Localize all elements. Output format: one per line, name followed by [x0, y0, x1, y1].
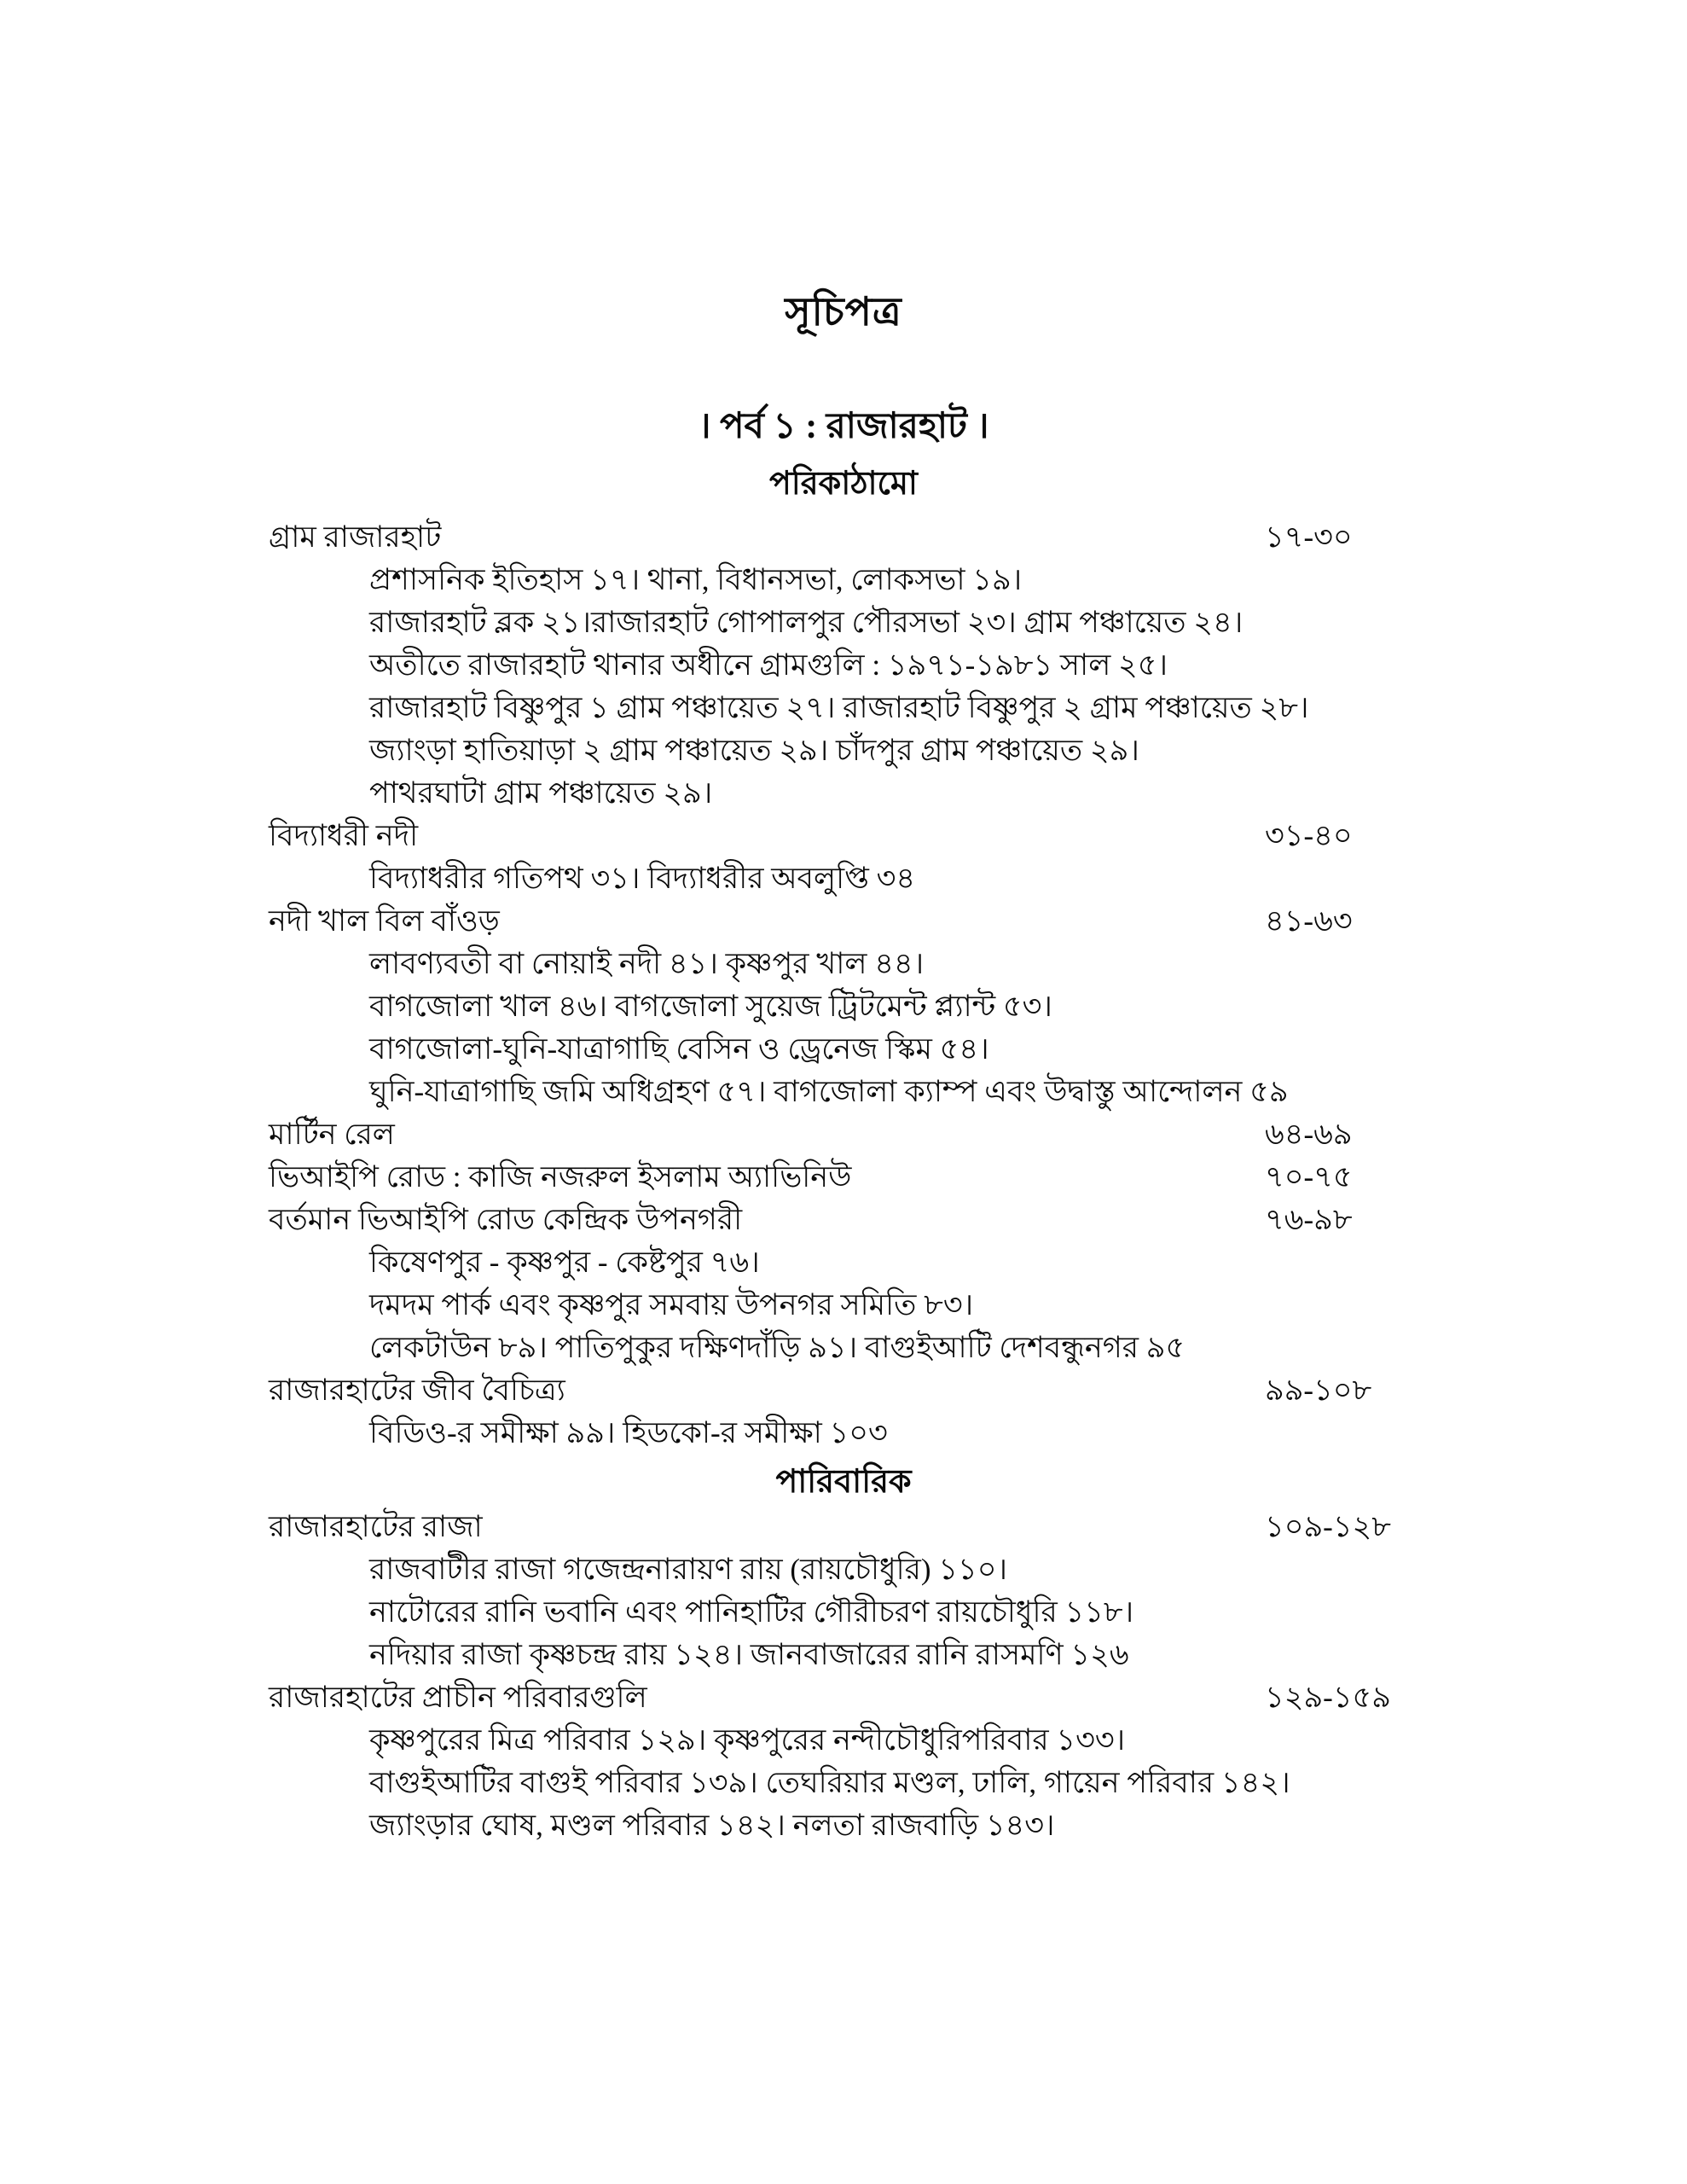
entry-subline: ঘুনি-যাত্রাগাছি জমি অধিগ্রহণ ৫৭। বাগজোলা ক্যাম্প এবং উদ্বাস্তু আন্দোলন ৫৯	[369, 1075, 1289, 1108]
toc-section	[269, 462, 1418, 1455]
toc-entry	[269, 516, 1418, 815]
entry-page-range: ৬৪-৬৯	[1265, 1118, 1353, 1151]
section-heading: পারিবারিক	[775, 1464, 912, 1500]
entry-page-range: ৯৯-১০৮	[1265, 1374, 1372, 1407]
section-entries	[269, 1506, 1418, 1847]
entry-subline: নদিয়ার রাজা কৃষ্ণচন্দ্র রায় ১২৪। জানবাজারের রানি রাসমণি ১২৬	[369, 1638, 1129, 1671]
toc-entry-row	[269, 516, 1418, 559]
toc-entry	[269, 1676, 1418, 1847]
toc-entry	[269, 1113, 1418, 1156]
toc-entry	[269, 815, 1418, 900]
entry-title: বর্তমান ভিআইপি রোড কেন্দ্রিক উপনগরী	[269, 1203, 743, 1236]
entry-title: বিদ্যাধরী নদী	[269, 819, 419, 852]
entry-sublines	[269, 559, 1418, 815]
entry-subline: লেকটাউন ৮৯। পাতিপুকুর দক্ষিণদাঁড়ি ৯১। বাগুইআটি দেশবন্ধুনগর ৯৫	[369, 1331, 1186, 1364]
section-entries	[269, 516, 1418, 1455]
toc	[269, 462, 1418, 1847]
entry-subline: নাটোরের রানি ভবানি এবং পানিহাটির গৌরীচরণ রায়চৌধুরি ১১৮।	[369, 1595, 1134, 1629]
toc-entry	[269, 900, 1418, 1113]
entry-sublines	[269, 857, 1418, 900]
page-title: সূচিপত্র	[785, 290, 902, 334]
entry-subline: রাজবাটীর রাজা গজেন্দ্রনারায়ণ রায় (রায়চৌধুরি) ১১০।	[369, 1553, 1008, 1586]
entry-page-range: ৪১-৬৩	[1265, 904, 1353, 938]
entry-sublines	[269, 1412, 1418, 1455]
entry-subline: জ্যাংড়ার ঘোষ, মণ্ডল পরিবার ১৪২। নলতা রাজবাড়ি ১৪৩।	[369, 1809, 1055, 1842]
entry-subline: দমদম পার্ক এবং কৃষ্ণপুর সমবায় উপনগর সমিতি ৮৩।	[369, 1288, 974, 1321]
entry-title: ভিআইপি রোড : কাজি নজরুল ইসলাম অ্যাভিনিউ	[269, 1160, 852, 1194]
entry-subline: অতীতে রাজারহাট থানার অধীনে গ্রামগুলি : ১৯৭১-১৯৮১ সাল ২৫।	[369, 648, 1168, 682]
toc-section	[269, 1461, 1418, 1847]
entry-page-range: ১২৯-১৫৯	[1265, 1681, 1391, 1714]
entry-title: নদী খাল বিল বাঁওড়	[269, 904, 500, 938]
toc-entry	[269, 1199, 1418, 1369]
entry-subline: বাগুইআটির বাগুই পরিবার ১৩৯। তেঘরিয়ার মণ্ডল, ঢালি, গায়েন পরিবার ১৪২।	[369, 1766, 1290, 1799]
entry-page-range: ১৭-৩০	[1265, 520, 1353, 554]
toc-entry-row	[269, 1506, 1418, 1548]
toc-entry-row	[269, 815, 1418, 857]
toc-entry-row	[269, 1676, 1418, 1719]
entry-subline: প্রশাসনিক ইতিহাস ১৭। থানা, বিধানসভা, লোকসভা ১৯।	[369, 563, 1023, 596]
entry-title: গ্রাম রাজারহাট	[269, 520, 442, 554]
toc-entry	[269, 1156, 1418, 1199]
entry-subline: পাথরঘাটা গ্রাম পঞ্চায়েত ২৯।	[369, 776, 713, 810]
toc-entry-row	[269, 1369, 1418, 1412]
entry-subline: কিষেণপুর - কৃষ্ণপুর - কেষ্টপুর ৭৬।	[369, 1246, 760, 1279]
entry-page-range: ১০৯-১২৮	[1265, 1510, 1392, 1543]
entry-title: রাজারহাটের জীব বৈচিত্র্য	[269, 1374, 565, 1407]
toc-entry-row	[269, 900, 1418, 943]
entry-page-range: ৭০-৭৫	[1265, 1160, 1353, 1194]
entry-sublines	[269, 1241, 1418, 1369]
entry-sublines	[269, 1548, 1418, 1676]
entry-subline: লাবণ্যবতী বা নোয়াই নদী ৪১। কৃষ্ণপুর খাল ৪৪।	[369, 947, 925, 980]
entry-subline: বিদ্যাধরীর গতিপথ ৩১। বিদ্যাধরীর অবলুপ্তি ৩৪	[369, 862, 916, 895]
toc-entry-row	[269, 1199, 1418, 1241]
entry-title: রাজারহাটের প্রাচীন পরিবারগুলি	[269, 1681, 647, 1714]
entry-subline: বাগজোলা খাল ৪৬। বাগজোলা সুয়েজ ট্রিটমেন্ট প্ল্যান্ট ৫৩।	[369, 990, 1052, 1023]
toc-entry	[269, 1369, 1418, 1455]
toc-entry-row	[269, 1156, 1418, 1199]
entry-subline: বিডিও-র সমীক্ষা ৯৯। হিডকো-র সমীক্ষা ১০৩	[369, 1416, 888, 1449]
entry-subline: রাজারহাট ব্লক ২১।রাজারহাট গোপালপুর পৌরসভা ২৩। গ্রাম পঞ্চায়েত ২৪।	[369, 606, 1244, 639]
entry-subline: রাজারহাট বিষ্ণুপুর ১ গ্রাম পঞ্চায়েত ২৭। রাজারহাট বিষ্ণুপুর ২ গ্রাম পঞ্চায়েত ২৮।	[369, 691, 1309, 724]
toc-entry	[269, 1506, 1418, 1676]
entry-page-range: ৩১-৪০	[1265, 819, 1353, 852]
entry-sublines	[269, 1719, 1418, 1847]
entry-subline: জ্যাংড়া হাতিয়াড়া ২ গ্রাম পঞ্চায়েত ২৯। চাঁদপুর গ্রাম পঞ্চায়েত ২৯।	[369, 734, 1139, 767]
entry-subline: কৃষ্ণপুরের মিত্র পরিবার ১২৯। কৃষ্ণপুরের নন্দীচৌধুরিপরিবার ১৩৩।	[369, 1723, 1126, 1757]
toc-entry-row	[269, 1113, 1418, 1156]
section-heading: পরিকাঠামো	[769, 466, 918, 502]
part-header: । পর্ব ১ : রাজারহাট ।	[698, 407, 989, 446]
entry-sublines	[269, 943, 1418, 1113]
entry-title: রাজারহাটের রাজা	[269, 1510, 483, 1543]
entry-page-range: ৭৬-৯৮	[1265, 1203, 1353, 1236]
entry-title: মার্টিন রেল	[269, 1118, 395, 1151]
entry-subline: বাগজোলা-ঘুনি-যাত্রাগাছি বেসিন ও ড্রেনেজ স্কিম ৫৪।	[369, 1032, 989, 1066]
